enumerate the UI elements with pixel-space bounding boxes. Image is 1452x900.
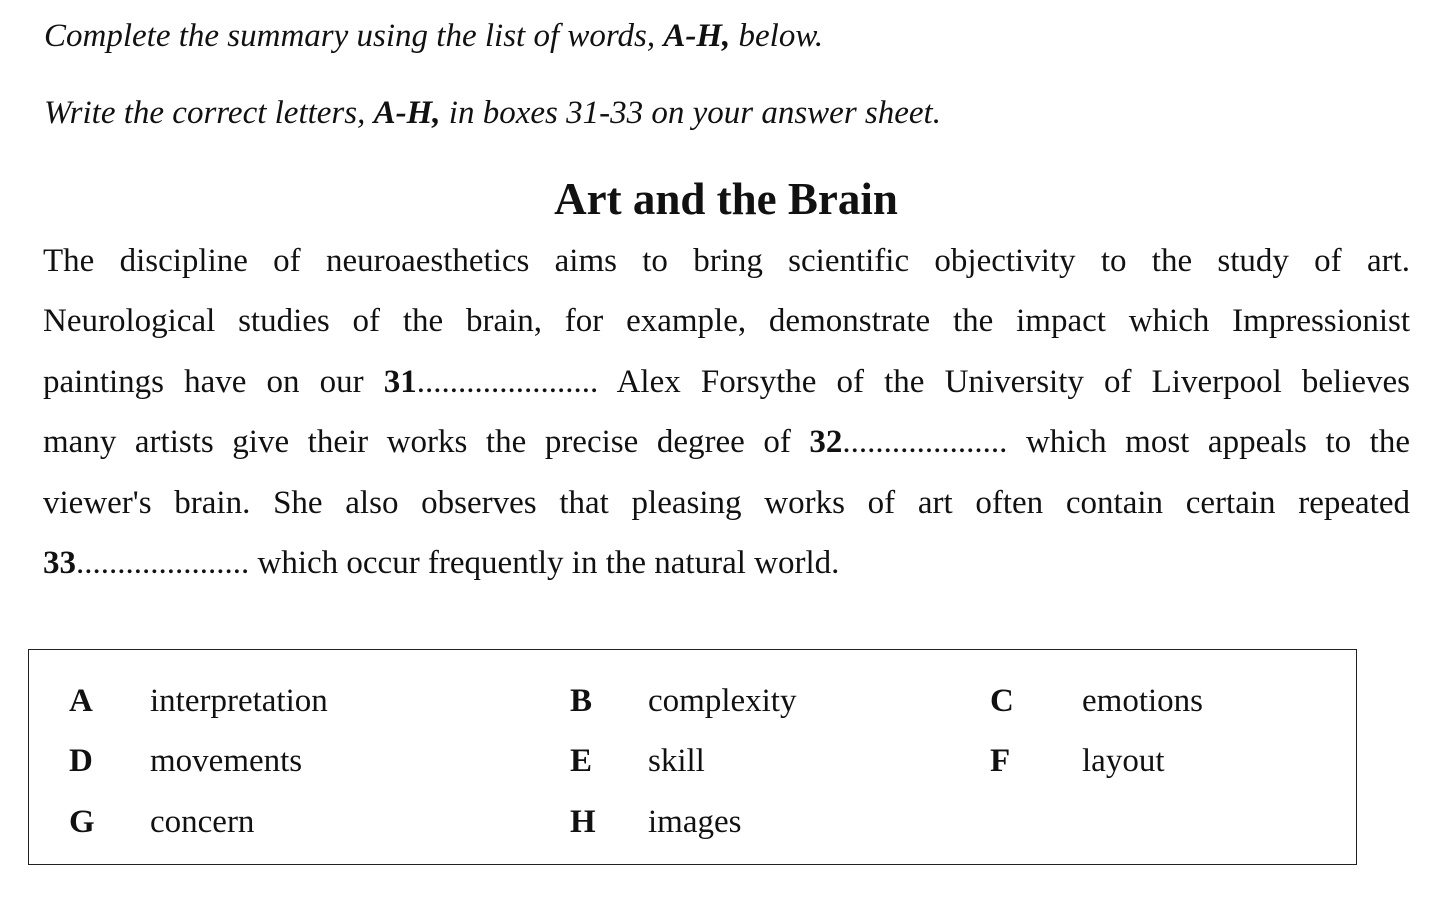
option-word: movements (150, 743, 303, 779)
summary-line-1: The discipline of neuroaesthetics aims to bring scientific objectivity to the study of art. (43, 243, 1410, 279)
summary-text: Alex Forsythe of the University of Liverpool believes (598, 364, 1411, 400)
gap-33-blank: ..................... (76, 545, 250, 581)
instruction-write-letters (44, 95, 941, 132)
summary-title: Art and the Brain (554, 174, 898, 224)
summary-line-6 (43, 545, 1410, 582)
gap-32-blank: .................... (842, 424, 1008, 460)
summary-text: many artists give their works the precise degree of (43, 424, 810, 460)
option-letter: H (570, 804, 596, 840)
instruction-text: below. (730, 18, 824, 54)
option-letter: D (69, 743, 93, 779)
option-word: complexity (648, 683, 797, 719)
option-word: skill (648, 743, 705, 779)
option-letter: B (570, 683, 593, 719)
gap-33-number: 33 (43, 545, 76, 581)
instruction-complete-summary (44, 18, 823, 55)
option-letter: C (990, 683, 1014, 719)
option-word: concern (150, 804, 255, 840)
option-letter: E (570, 743, 593, 779)
instruction-text: Write the correct letters, (44, 95, 374, 131)
gap-32-number: 32 (809, 424, 843, 460)
option-word: layout (1082, 743, 1165, 779)
summary-text: which occur frequently in the natural world. (249, 545, 840, 581)
summary-line-2: Neurological studies of the brain, for example, demonstrate the impact which Impressionist (43, 303, 1410, 339)
option-word: images (648, 804, 742, 840)
instruction-text: in boxes 31-33 on your answer sheet. (440, 95, 941, 131)
gap-31-number: 31 (383, 364, 417, 400)
option-word: interpretation (150, 683, 328, 719)
option-word: emotions (1082, 683, 1203, 719)
option-letter: G (69, 804, 95, 840)
instruction-range: A-H, (373, 95, 441, 131)
summary-text: which most appeals to the (1007, 424, 1410, 460)
summary-text: paintings have on our (43, 364, 384, 400)
summary-line-3 (43, 364, 1410, 401)
gap-31-blank: ...................... (416, 364, 599, 400)
instruction-range: A-H, (663, 18, 731, 54)
summary-line-5: viewer's brain. She also observes that pleasing works of art often contain certain repeated (43, 485, 1410, 521)
instruction-text: Complete the summary using the list of words, (44, 18, 664, 54)
option-letter: F (990, 743, 1011, 779)
option-letter: A (69, 683, 93, 719)
summary-line-4 (43, 424, 1410, 461)
